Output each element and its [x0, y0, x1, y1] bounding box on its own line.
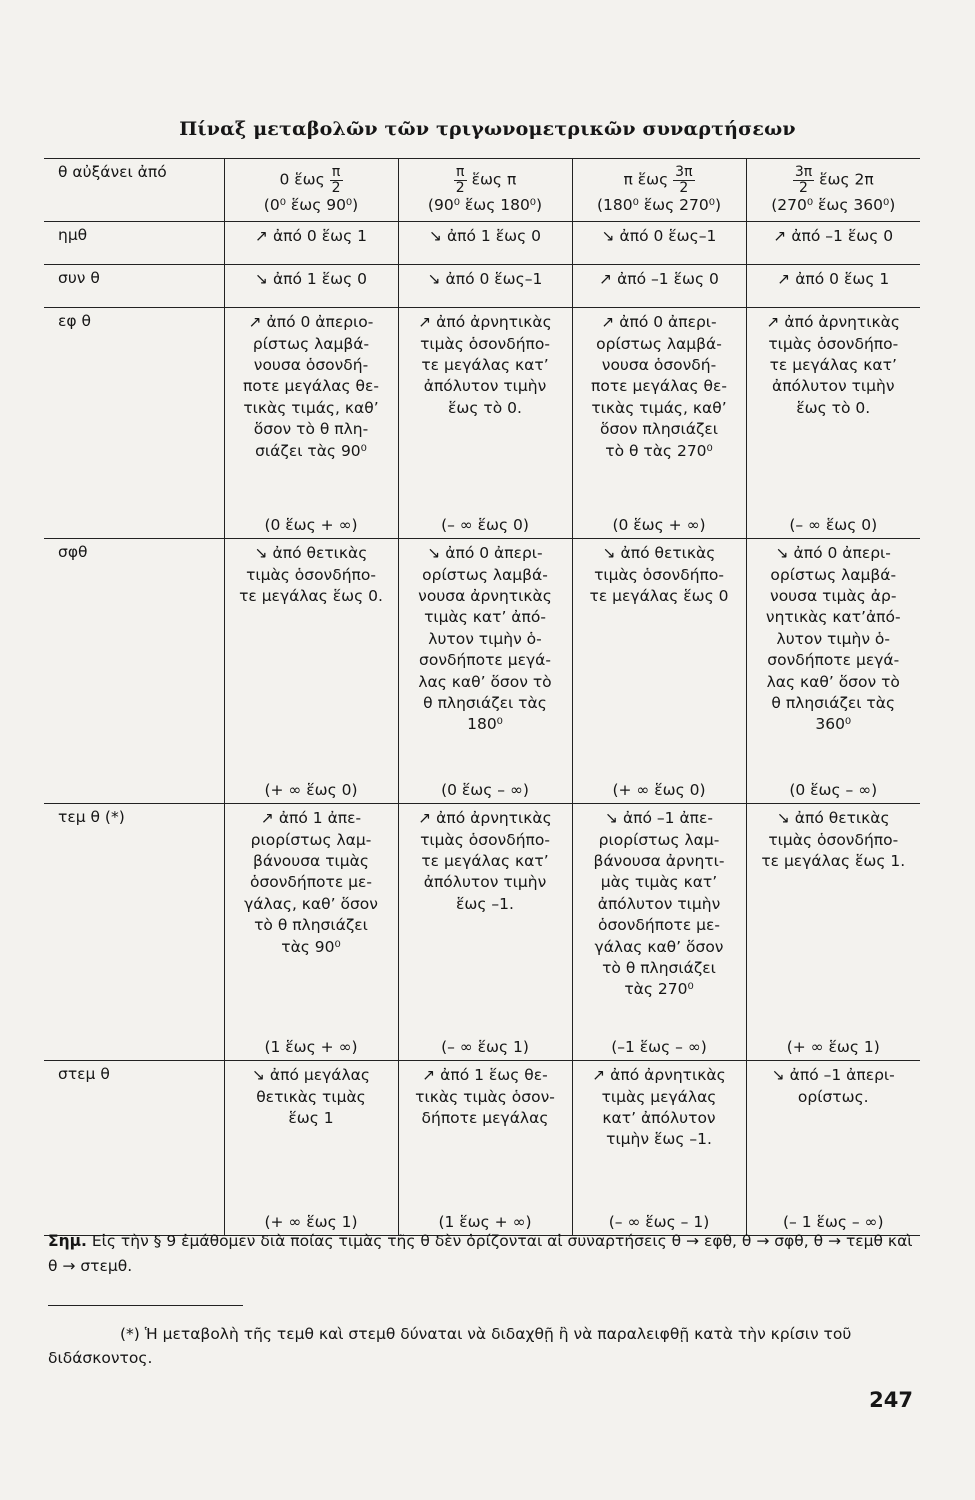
row-label: εφ θ: [44, 308, 224, 539]
footnote: (*) Ἡ μεταβολὴ τῆς τεμθ καὶ στεμθ δύναται νὰ διδαχθῇ ἢ νὰ παραλειφθῇ κατὰ τὴν κρίσιν τοῦ διδάσκοντος.: [48, 1325, 852, 1368]
table-cell: [572, 539, 746, 804]
table-cell: [224, 804, 398, 1061]
cell-description: ↘ ἀπό 0 ἀπερι- ορίστως λαμβά- νουσα τιμὰς ἀρ- νητικὰς κατ’ἀπό- λυτον τιμὴν ὁ- σονδήποτε μεγά- λας καθ’ ὅσον τὸ θ πλησιάζει τὰς 360⁰: [765, 544, 901, 734]
cell-content: [228, 1065, 395, 1231]
table-cell: [746, 222, 920, 265]
table-cell: [572, 222, 746, 265]
row-label: τεμ θ (*): [44, 804, 224, 1061]
table-cell: [746, 539, 920, 804]
cell-description: ↗ ἀπό ἀρνητικὰς τιμὰς μεγάλας κατ’ ἀπόλυτον τιμὴν ἕως –1.: [592, 1066, 726, 1149]
interval-degrees: (270⁰ ἕως 360⁰): [771, 196, 896, 215]
cell-content: [750, 269, 918, 303]
interval-lead: 0 ἕως: [279, 170, 325, 189]
cell-description: ↘ ἀπό μεγάλας θετικὰς τιμὰς ἕως 1: [252, 1066, 370, 1128]
cell-range: (– ∞ ἕως – 1): [608, 1213, 710, 1232]
cell-description: ↗ ἀπό 0 ἕως 1: [255, 227, 367, 246]
interval-degrees: (180⁰ ἕως 270⁰): [597, 196, 721, 215]
table-row: [44, 539, 920, 804]
table-cell: [746, 308, 920, 539]
fraction-denominator: 2: [455, 179, 465, 196]
cell-range: (–1 ἕως – ∞): [611, 1038, 707, 1057]
interval-radians: [576, 165, 743, 195]
cell-description: ↗ ἀπό 0 ἀπεριο- ρίστως λαμβά- νουσα ὁσονδή- ποτε μεγάλας θε- τικὰς τιμάς, καθ’ ὅσον τὸ θ πλη- σιάζει τὰς 90⁰: [243, 313, 379, 460]
table-cell: [398, 308, 572, 539]
row-label: σφθ: [44, 539, 224, 804]
interval-radians: [402, 165, 569, 195]
cell-description: ↗ ἀπό 0 ἀπερι- ορίστως λαμβά- νουσα ὁσονδή- ποτε μεγάλας θε- τικὰς τιμάς, καθ’ ὅσον πλησιάζει τὸ θ τὰς 270⁰: [591, 313, 727, 460]
cell-content: [402, 269, 569, 303]
note-label: Σημ.: [48, 1232, 87, 1250]
cell-description: ↘ ἀπό θετικὰς τιμὰς ὁσονδήπο- τε μεγάλας ἕως 0.: [239, 544, 383, 606]
cell-description: ↘ ἀπό 0 ἀπερι- ορίστως λαμβά- νουσα ἀρνητικὰς τιμὰς κατ’ ἀπό- λυτον τιμὴν ὁ- σονδήποτε μεγά- λας καθ’ ὅσον τὸ θ πλησιάζει τὰς 180⁰: [418, 544, 552, 734]
table-cell: [572, 804, 746, 1061]
cell-content: [402, 226, 569, 260]
table-row: [44, 804, 920, 1061]
interval-fraction: [673, 165, 694, 195]
row-label: στεμ θ: [44, 1061, 224, 1236]
table-cell: [398, 1061, 572, 1236]
table-cell: [572, 308, 746, 539]
note-text: Εἰς τὴν § 9 ἐμάθομεν διὰ ποίας τιμὰς τῆς θ δὲν ὁρίζονται αἱ συναρτήσεις θ → εφθ, θ → σφθ, θ → τεμθ καὶ θ → στεμθ.: [48, 1232, 913, 1275]
cell-range: (+ ∞ ἕως 0): [264, 781, 358, 800]
table-title: Πίναξ μεταβολῶν τῶν τριγωνομετρικῶν συναρτήσεων: [179, 118, 796, 140]
cell-description: ↘ ἀπό θετικὰς τιμὰς ὁσονδήπο- τε μεγάλας ἕως 0: [589, 544, 729, 606]
cell-description: ↘ ἀπό 1 ἕως 0: [255, 270, 367, 289]
fraction-numerator: π: [330, 165, 343, 181]
cell-description: ↗ ἀπό ἀρνητικὰς τιμὰς ὁσονδήπο- τε μεγάλας κατ’ ἀπόλυτον τιμὴν ἕως τὸ 0.: [418, 313, 552, 417]
cell-description: ↗ ἀπό 0 ἕως 1: [777, 270, 890, 289]
cell-content: [228, 226, 395, 260]
header-interval-2: [572, 159, 746, 222]
cell-description: ↘ ἀπό θετικὰς τιμὰς ὁσονδήπο- τε μεγάλας ἕως 1.: [761, 809, 906, 871]
table-cell: [224, 222, 398, 265]
header-interval-3: [746, 159, 920, 222]
cell-content: [750, 226, 918, 260]
cell-content: [576, 1065, 743, 1231]
table-cell: [224, 308, 398, 539]
table-cell: [224, 539, 398, 804]
page-number: 247: [869, 1388, 913, 1412]
cell-content: [228, 808, 395, 1056]
cell-content: [750, 808, 918, 1056]
table-cell: [746, 804, 920, 1061]
cell-content: [402, 543, 569, 799]
cell-range: (0 ἕως + ∞): [264, 516, 358, 535]
cell-content: [228, 543, 395, 799]
fraction-numerator: π: [454, 165, 467, 181]
interval-lead: π ἕως: [623, 170, 669, 189]
row-label: συν θ: [44, 265, 224, 308]
cell-description: ↗ ἀπό 1 ἕως θε- τικὰς τιμὰς ὁσον- δήποτε μεγάλας: [415, 1066, 555, 1128]
cell-content: [750, 543, 918, 799]
header-interval-1: [398, 159, 572, 222]
cell-content: [576, 312, 743, 534]
fraction-numerator: 3π: [675, 164, 693, 180]
cell-range: (0 ἕως + ∞): [612, 516, 706, 535]
table-cell: [746, 1061, 920, 1236]
row-label: ημθ: [44, 222, 224, 265]
table-cell: [572, 1061, 746, 1236]
table-cell: [224, 265, 398, 308]
cell-range: (– 1 ἕως – ∞): [782, 1213, 884, 1232]
variation-table: [44, 158, 920, 1236]
table-row: [44, 1061, 920, 1236]
header-label: θ αὐξάνει ἀπό: [44, 159, 224, 222]
interval-fraction: [793, 165, 814, 195]
fraction-denominator: 2: [799, 179, 808, 196]
cell-range: (– ∞ ἕως 0): [441, 516, 529, 535]
footnote-divider: [48, 1305, 243, 1306]
interval-radians: [228, 165, 395, 195]
cell-range: (1 ἕως + ∞): [438, 1213, 532, 1232]
table-cell: [398, 804, 572, 1061]
cell-content: [576, 269, 743, 303]
cell-range: (0 ἕως – ∞): [789, 781, 878, 800]
cell-content: [402, 312, 569, 534]
cell-description: ↘ ἀπό 0 ἕως–1: [601, 227, 717, 246]
cell-description: ↗ ἀπό –1 ἕως 0: [599, 270, 719, 289]
fraction-denominator: 2: [331, 179, 341, 196]
cell-range: (+ ∞ ἕως 0): [612, 781, 706, 800]
note: [48, 1229, 920, 1279]
interval-degrees: (0⁰ ἕως 90⁰): [263, 196, 359, 215]
cell-description: ↘ ἀπό –1 ἀπερι- ορίστως.: [771, 1066, 895, 1106]
interval-radians: [750, 165, 918, 195]
cell-content: [228, 312, 395, 534]
cell-content: [576, 808, 743, 1056]
cell-description: ↘ ἀπό –1 ἀπε- ριορίστως λαμ- βάνουσα ἀρνητι- μὰς τιμὰς κατ’ ἀπόλυτον τιμὴν ὁσονδήποτε με- γάλας καθ’ ὅσον τὸ θ πλησιάζει τὰς 270⁰: [593, 809, 725, 999]
interval-degrees: (90⁰ ἕως 180⁰): [427, 196, 543, 215]
table-row: [44, 308, 920, 539]
cell-range: (0 ἕως – ∞): [441, 781, 529, 800]
fraction-numerator: 3π: [794, 164, 813, 180]
interval-fraction: [330, 165, 343, 195]
cell-content: [750, 1065, 918, 1231]
table-cell: [224, 1061, 398, 1236]
cell-content: [576, 226, 743, 260]
cell-content: [228, 269, 395, 303]
cell-content: [576, 543, 743, 799]
cell-range: (+ ∞ ἕως 1): [264, 1213, 358, 1232]
cell-range: (1 ἕως + ∞): [264, 1038, 358, 1057]
cell-range: (– ∞ ἕως 1): [441, 1038, 529, 1057]
table-body: [44, 159, 920, 1236]
table-cell: [398, 265, 572, 308]
table-cell: [572, 265, 746, 308]
interval-fraction: [454, 165, 467, 195]
table-cell: [398, 539, 572, 804]
cell-description: ↗ ἀπό ἀρνητικὰς τιμὰς ὁσονδήπο- τε μεγάλας κατ’ ἀπόλυτον τιμὴν ἕως τὸ 0.: [766, 313, 900, 417]
cell-description: ↘ ἀπό 0 ἕως–1: [427, 270, 543, 289]
table-row: [44, 222, 920, 265]
cell-range: (– ∞ ἕως 0): [789, 516, 878, 535]
fraction-denominator: 2: [679, 179, 689, 196]
table-cell: [398, 222, 572, 265]
cell-content: [402, 808, 569, 1056]
table-cell: [746, 265, 920, 308]
cell-description: ↗ ἀπό –1 ἕως 0: [773, 227, 894, 246]
interval-tail: ἕως π: [471, 170, 517, 189]
header-interval-0: [224, 159, 398, 222]
table-row: [44, 265, 920, 308]
cell-description: ↗ ἀπό ἀρνητικὰς τιμὰς ὁσονδήπο- τε μεγάλας κατ’ ἀπόλυτον τιμὴν ἕως –1.: [418, 809, 552, 913]
cell-content: [402, 1065, 569, 1231]
header-row: [44, 159, 920, 222]
cell-description: ↗ ἀπό 1 ἀπε- ριορίστως λαμ- βάνουσα τιμὰς ὁσονδήποτε με- γάλας, καθ’ ὅσον τὸ θ πλησιάζει τὰς 90⁰: [244, 809, 378, 956]
cell-range: (+ ∞ ἕως 1): [786, 1038, 880, 1057]
cell-content: [750, 312, 918, 534]
cell-description: ↘ ἀπό 1 ἕως 0: [429, 227, 541, 246]
interval-tail: ἕως 2π: [819, 170, 874, 189]
